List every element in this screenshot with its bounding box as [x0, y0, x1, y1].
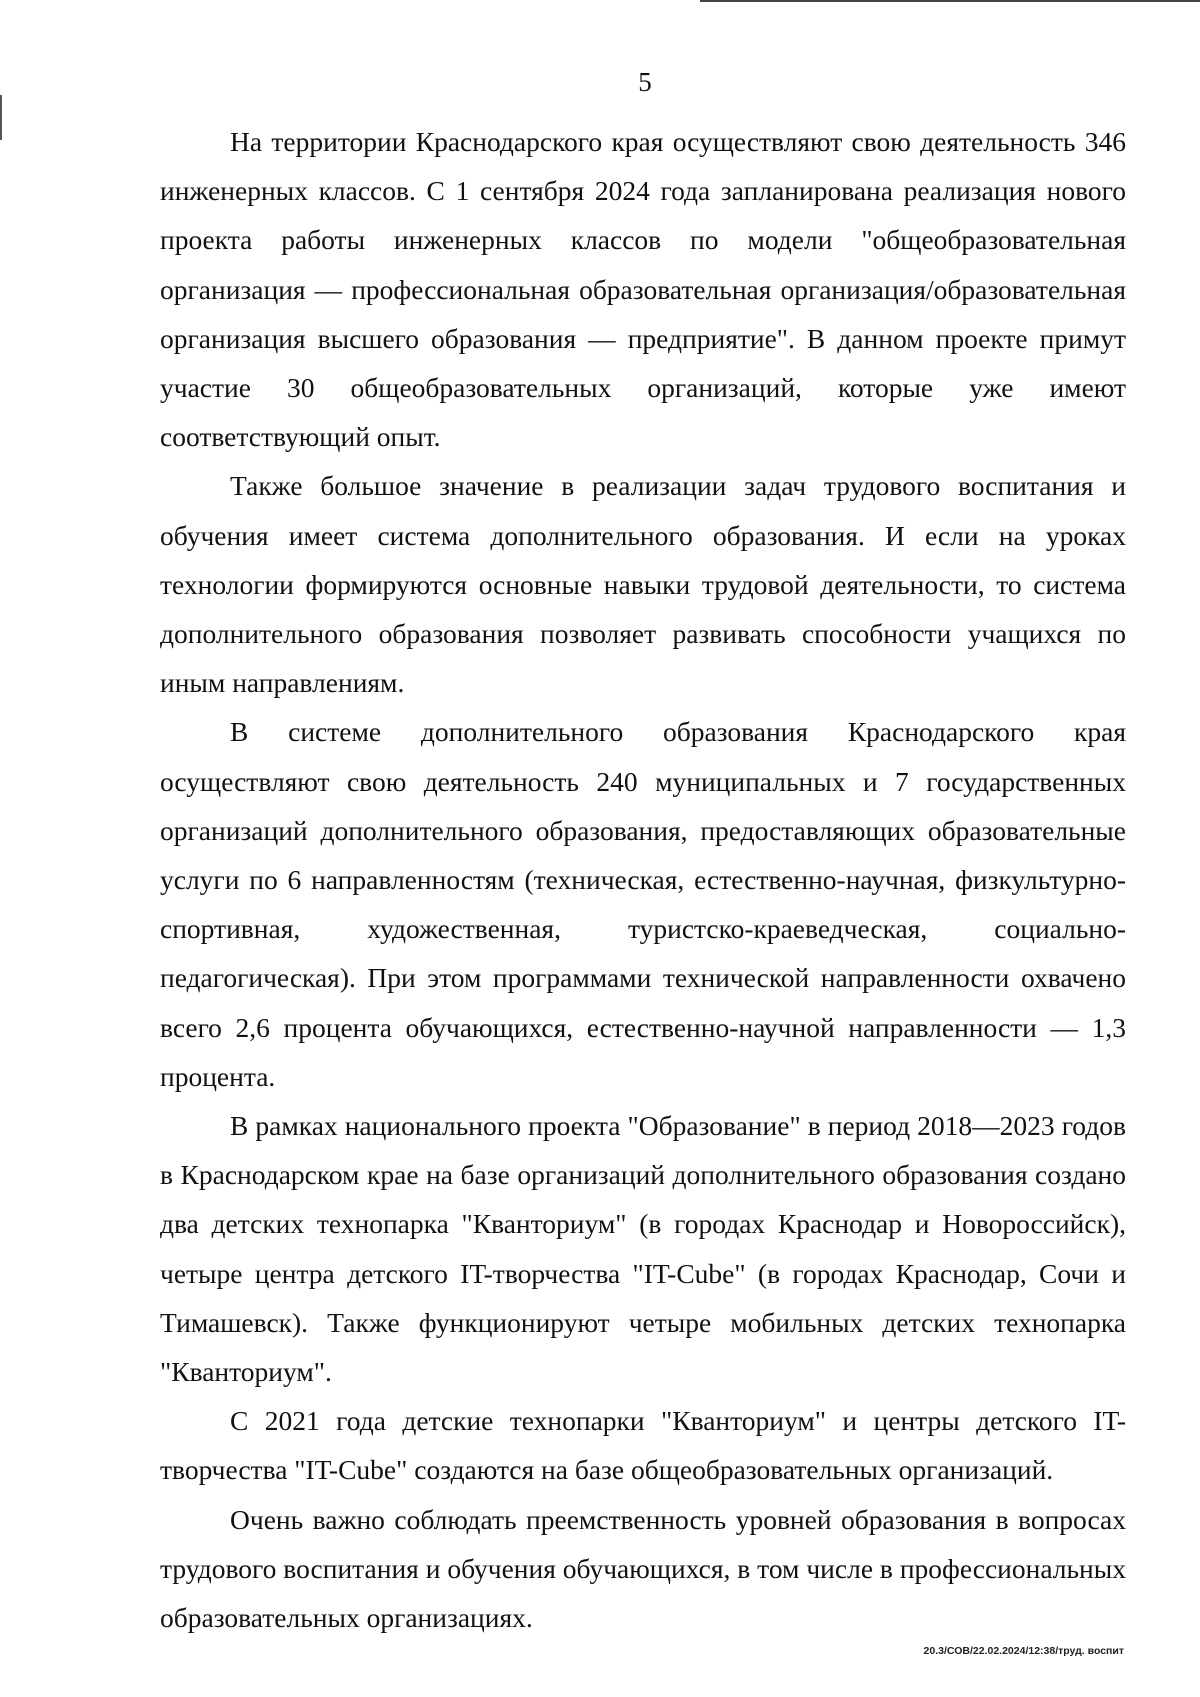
- paragraph-technoparks-2021: С 2021 года детские технопарки "Кванториум" и центры детского IT-творчества "IT-Cube" создаются на базе общеобразовательных организаций.: [160, 1405, 1126, 1486]
- paragraph-education-system-stats: В системе дополнительного образования Краснодарского края осуществляют свою деятельность 240 муниципальных и 7 государственных организаций дополнительного образования, предоставляющих образовательные услуги по 6 направленностям (техническая, естественно-научная, физкультурно-спортивная, художественная, туристско-краеведческая, социально-педагогическая). При этом программами технической направленности охвачено всего 2,6 процента обучающихся, естественно-научной направленности — 1,3 процента.: [160, 716, 1126, 1092]
- scan-edge-top: [700, 0, 1200, 2]
- document-body: [160, 117, 1126, 1642]
- page-number: 5: [638, 67, 652, 97]
- paragraph-additional-education: Также большое значение в реализации задач трудового воспитания и обучения имеет система дополнительного образования. И если на уроках технологии формируются основные навыки трудовой деятельности, то система дополнительного образования позволяет развивать способности учащихся по иным направлениям.: [160, 470, 1126, 699]
- scan-edge-left: [0, 95, 2, 140]
- paragraph-continuity: Очень важно соблюдать преемственность уровней образования в вопросах трудового воспитания и обучения обучающихся, в том числе в профессиональных образовательных организациях.: [160, 1503, 1126, 1634]
- paragraph-national-project: В рамках национального проекта "Образование" в период 2018—2023 годов в Краснодарском крае на базе организаций дополнительного образования создано два детских технопарка "Кванториум" (в городах Краснодар и Новороссийск), четыре центра детского IT-творчества "IT-Cube" (в городах Краснодар, Сочи и Тимашевск). Также функционируют четыре мобильных детских технопарка "Кванториум".: [160, 1110, 1126, 1388]
- document-footer-stamp: 20.3/СОВ/22.02.2024/12:38/труд. воспит: [923, 1645, 1124, 1657]
- paragraph-engineering-classes: На территории Краснодарского края осуществляют свою деятельность 346 инженерных классов. С 1 сентября 2024 года запланирована реализация нового проекта работы инженерных классов по модели "общеобразовательная организация — профессиональная образовательная организация/образовательная организация высшего образования — предприятие". В данном проекте примут участие 30 общеобразовательных организаций, которые уже имеют соответствующий опыт.: [160, 126, 1126, 453]
